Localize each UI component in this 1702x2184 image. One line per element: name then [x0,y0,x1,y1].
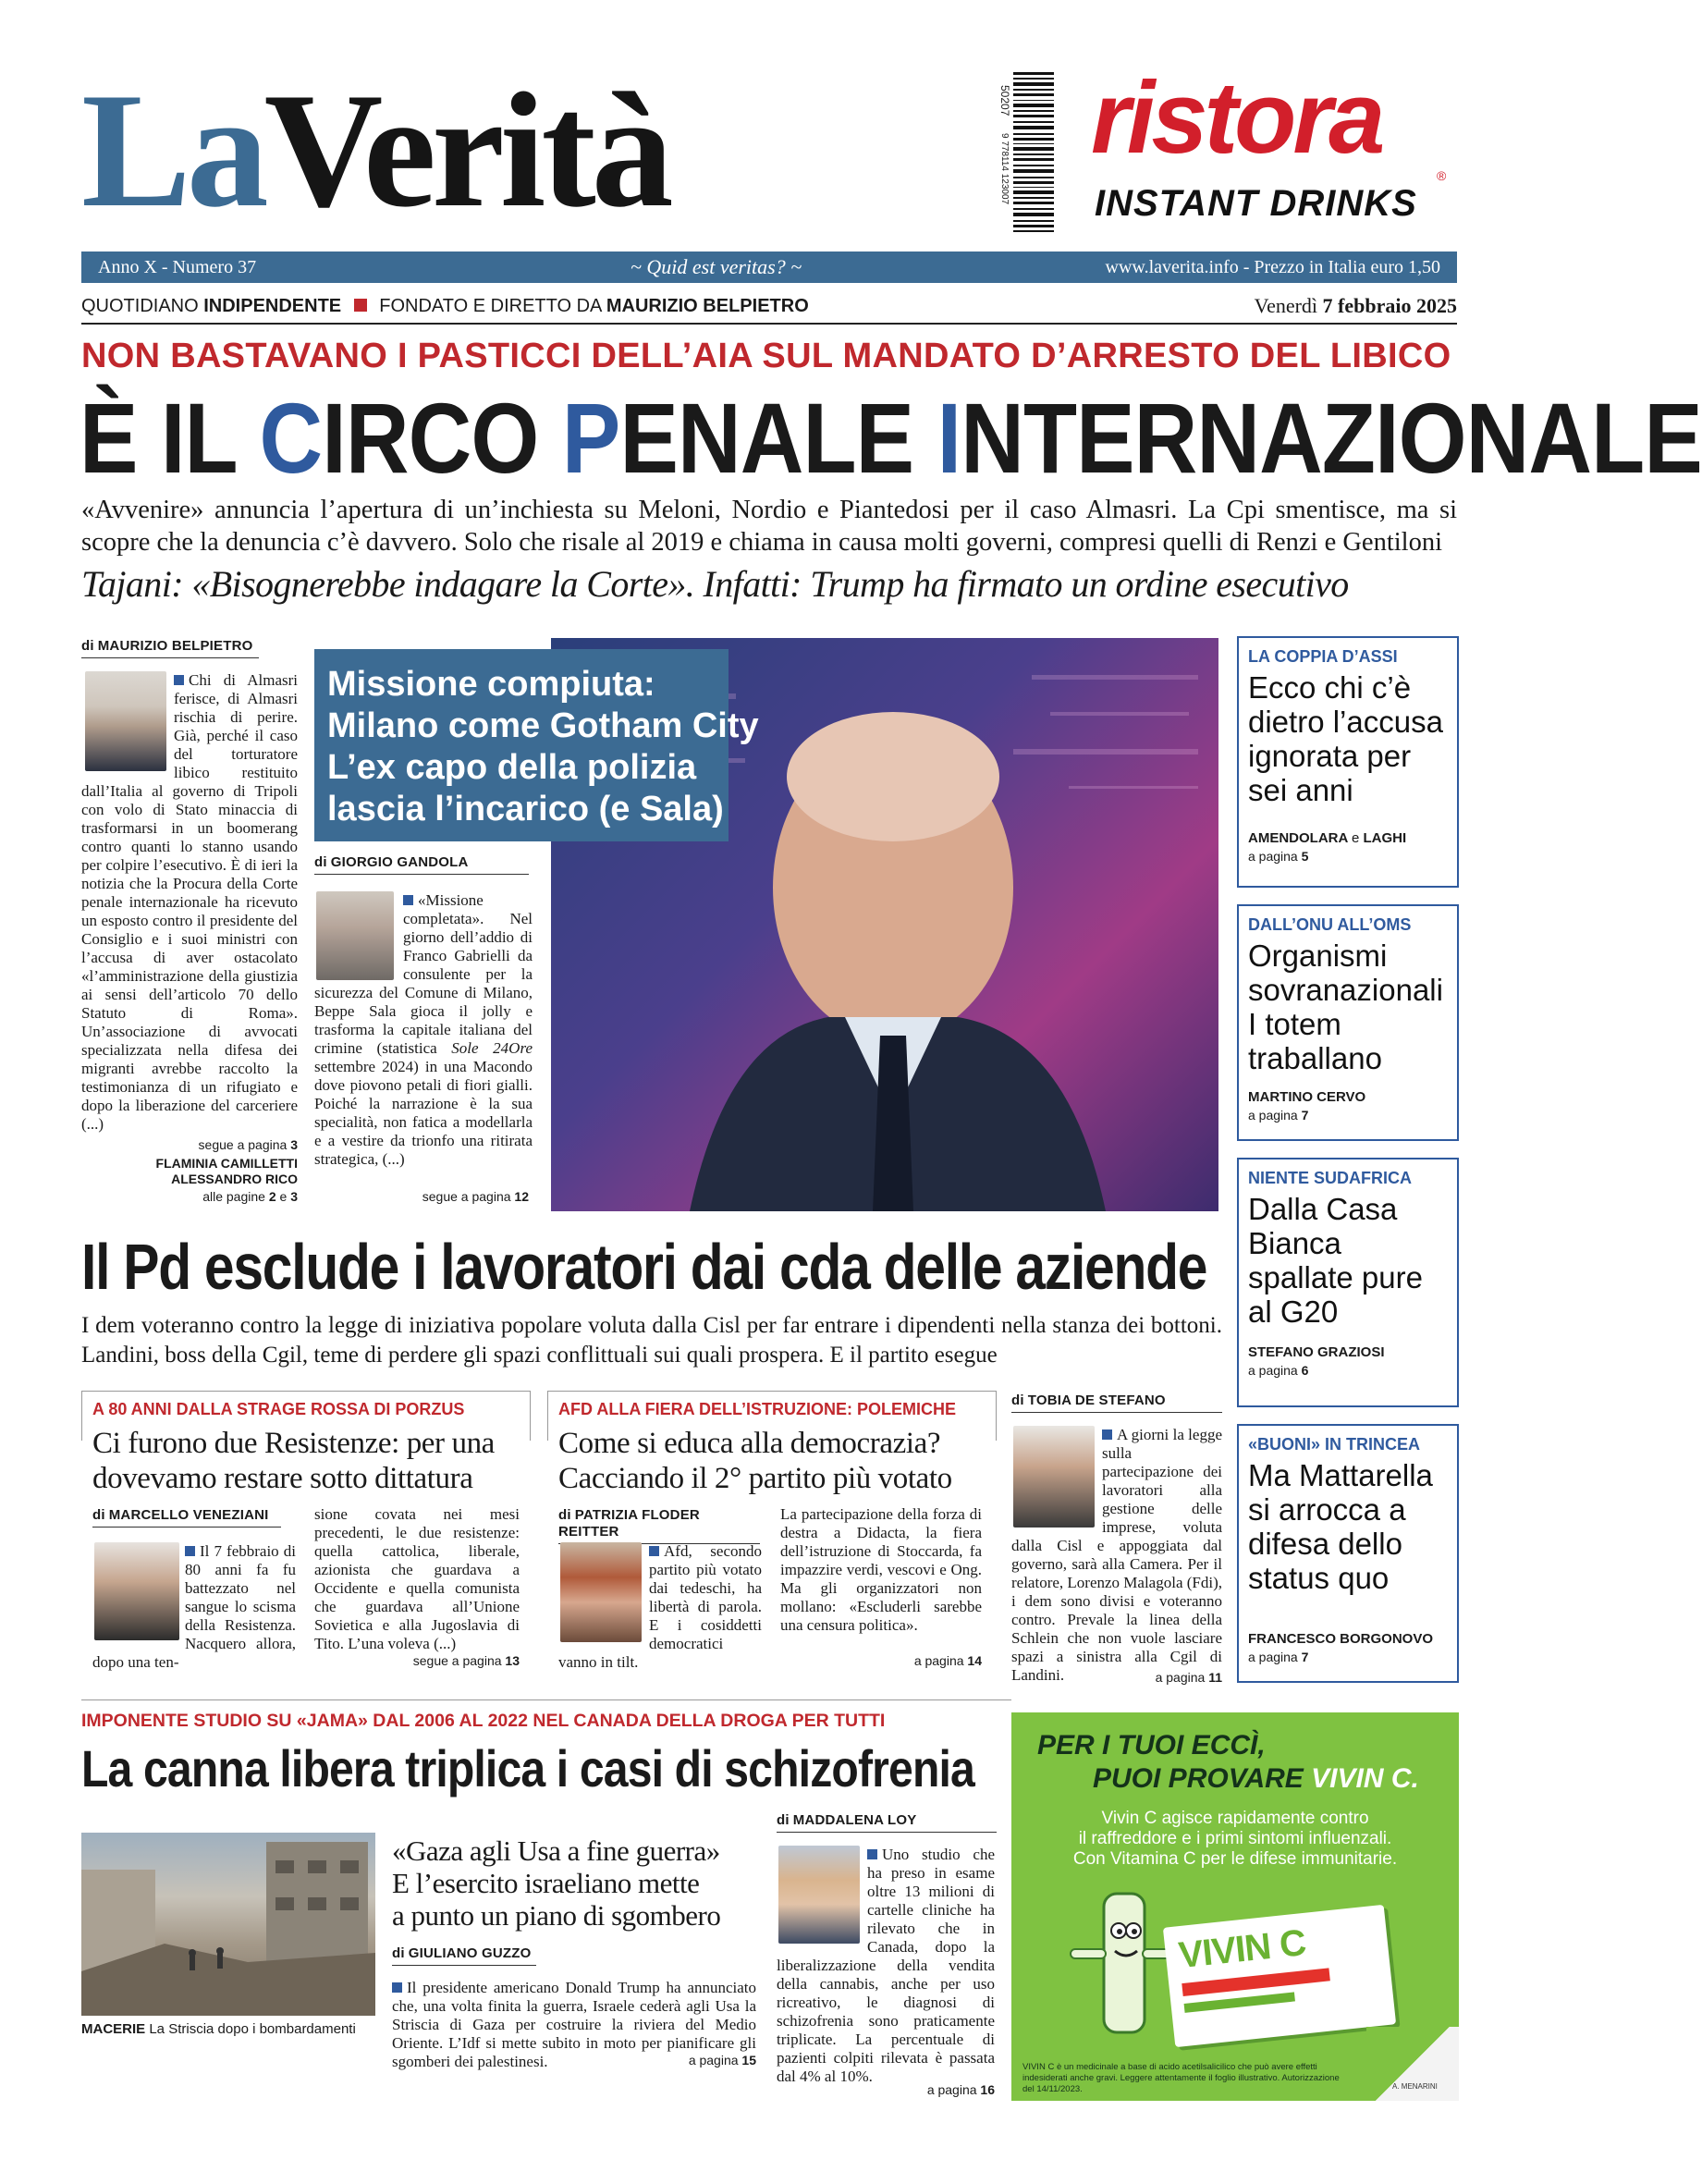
cisl-byline [1011,1393,1222,1413]
loy-ref [777,2082,995,2097]
lead-overline: NON BASTAVANO I PASTICCI DELL’AIA SUL MANDATO D’ARRESTO DEL LIBICO [81,337,1451,375]
sidebar-ref-page: 6 [1301,1363,1309,1378]
motto-flourish-left-icon: ~ [631,255,647,278]
gandola-text [314,891,533,1169]
editorial-ref-page: 3 [290,1137,298,1152]
sidebar-box-4[interactable] [1237,1424,1459,1683]
gaza-photo-graphic [81,1833,375,2016]
sidebar-author-b: LAGHI [1363,830,1407,846]
editorial-ref2 [81,1189,298,1204]
headline-part-4: NTERNAZIONALE [961,382,1702,494]
loy-text [777,1846,995,2086]
ref2-and: e [279,1189,288,1204]
afd-byline [558,1507,760,1544]
vivin-pack-brand: VIVIN C [1176,1922,1308,1977]
barcode [997,68,1056,237]
vivin-headline-1: PER I TUOI ECCÌ, [1037,1730,1266,1761]
sidebar-author-a: STEFANO GRAZIOSI [1248,1344,1385,1360]
headline-part-2: IRCO [322,382,562,494]
gaza-caption-text: La Striscia dopo i bombardamenti [149,2021,356,2037]
photo-story-headline [327,664,759,830]
vivin-headline-brand: VIVIN C. [1311,1763,1419,1794]
masthead-bar [81,252,1457,283]
gandola-byline [314,854,529,875]
sidebar-headline: Dalla Casa Bianca spallate pure al G20 [1248,1192,1423,1329]
ristora-tagline: INSTANT DRINKS [1095,183,1417,224]
barcode-digits: 9 778114 123007 [999,133,1010,205]
ristora-ad [1085,61,1455,233]
gandola-text-a: «Missione completata». Nel giorno dell’addio di Franco Gabrielli da consulente per la sicurezza del Comune di Milano, Beppe Sala gioca il jolly e trasforma la capitale italiana del crimine (statistica [314,891,533,1057]
ref2-page-b: 3 [290,1189,298,1204]
masthead-rule [81,323,1457,325]
sidebar-ref-page: 7 [1301,1108,1309,1123]
sidebar-author-a: MARTINO CERVO [1248,1089,1366,1105]
sidebar-kicker: NIENTE SUDAFRICA [1248,1169,1413,1187]
cisl-text-body: A giorni la legge sulla partecipazione dei lavoratori alla gestione delle imprese, voluta dalla Cisl e appoggiata dal governo, sarà alla Camera. Per il relatore, Lorenzo Malagola (Fdi), i dem sono divisi e voteranno contro. Prevale la linea della Schlein che non vuole lasciare spazi a sinistra alla Cgil di Landini. [1011,1426,1222,1684]
afd-text-right: La partecipazione della forza di destra a Didacta, la fiera dell’istruzione di Stoccarda, fa impazzire verdi, vescovi e Ong. Ma gli organizzatori non mollano: «Escluderli sarebbe una censura politica». [780,1505,982,1634]
editorial-ref [81,1137,298,1152]
logo-verita: Verità [263,58,669,241]
loy-ref-label: a pagina [926,2082,977,2097]
jama-overline: IMPONENTE STUDIO SU «JAMA» DAL 2006 AL 2022 NEL CANADA DELLA DROGA PER TUTTI [81,1711,886,1731]
subtitle-c: FONDATO E DIRETTO DA [379,296,602,316]
porzus-text-left-body: Il 7 febbraio di 80 anni fa fu battezzato nel sangue lo scisma della Resistenza. Nacquero allora, dopo una ten- [92,1542,296,1671]
logo-la: La [81,58,264,241]
loy-text-body: Uno studio che ha preso in esame oltre 13 milioni di cartelle cliniche ha rilevato che in Canada, dopo la liberalizzazione della vendita della cannabis, anche per uso ricreativo, le diagnosi di schizofrenia sono praticamente triplicate. La percentuale di pazienti colpiti rilevata è passata dal 4% al 10%. [777,1846,995,2085]
porzus-kicker: A 80 ANNI DALLA STRAGE ROSSA DI PORZUS [92,1400,465,1418]
sidebar-ref [1248,1363,1308,1378]
gaza-author: GIULIANO GUZZO [408,1945,532,1961]
vivin-copy-2: il raffreddore e i primi sintomi influenzali. [1078,1829,1392,1848]
headline-letter-i: I [937,382,961,494]
afd-ref [780,1653,982,1668]
porzus-text-right: sione covata nei mesi precedenti, le due resistenze: quella cattolica, liberale, azionista che guardava a Occidente e quella comunista che guardava all’Unione Sovietica e alla Jugoslavia di Tito. L’una voleva (...) [314,1505,520,1652]
porzus-text-left [92,1542,296,1672]
afd-text-left [558,1542,762,1672]
editorial-author: MAURIZIO BELPIETRO [97,638,253,654]
lead-deck: «Avvenire» annuncia l’apertura di un’inchiesta su Meloni, Nordio e Piantedosi per il caso Almasri. La Cpi smentisce, ma si scopre che la denuncia c’è davvero. Solo che risale al 2019 e chiama in causa molti governi, compresi quelli di Renzi e Gentiloni [81,496,1457,557]
sidebar-headline: Ma Mattarella si arrocca a difesa dello status quo [1248,1458,1433,1595]
byline-di: di [92,1507,105,1523]
lead-headline [80,383,1702,494]
ristora-registered-icon: ® [1437,168,1447,183]
byline-di: di [558,1507,571,1523]
motto-flourish-right-icon: ~ [785,255,802,278]
vivin-pack-stripe-2 [1184,1992,1295,2012]
subtitle-a: QUOTIDIANO [81,296,199,316]
porzus-byline [92,1507,281,1528]
headline-letter-p: P [561,382,620,494]
byline-di: di [81,638,94,654]
menarini-logo: A. MENARINI [1392,2082,1438,2091]
pd-deck: I dem voteranno contro la legge di iniziativa popolare voluta dalla Cisl per far entrare i dipendenti nella stanza dei bottoni. Landini, boss della Cgil, teme di perdere gli spazi conflittuali sui quali prospera. E il partito esegue [81,1313,1222,1368]
vivin-fine-print: VIVIN C è un medicinale a base di acido acetilsalicilico che può avere effetti indesiderati anche gravi. Leggere attentamente il foglio illustrativo. Autorizzazione del 14/11/2023. [1022,2062,1340,2094]
sidebar-ref-label: a pagina [1248,1108,1298,1123]
barcode-number: 50207 [998,85,1011,117]
ref2-page-a: 2 [268,1189,276,1204]
editorial-ref-label: segue a pagina [198,1137,288,1152]
gaza-caption-label: MACERIE [81,2021,146,2037]
coauthor-1: FLAMINIA CAMILLETTI [155,1156,298,1171]
sidebar-ref-page: 5 [1301,849,1309,864]
pd-headline: Il Pd esclude i lavoratori dai cda delle aziende [81,1231,1207,1303]
loy-ref-page: 16 [980,2082,995,2097]
sidebar-kicker: DALL’ONU ALL’OMS [1248,915,1412,934]
afd-author: PATRIZIA FLODER REITTER [558,1507,700,1540]
gaza-text-body: Il presidente americano Donald Trump ha annunciato che, una volta finita la guerra, Israele cederà agli Usa la Striscia di Gaza per costruire la riviera del Medio Oriente. L’Idf si mette subito in moto per pianificare gli sgomberi dei palestinesi. [392,1979,756,2070]
gaza-ref-label: a pagina [688,2053,739,2067]
sidebar-headline: Ecco chi c’è dietro l’accusa ignorata per sei anni [1248,670,1443,807]
gandola-ref-page: 12 [514,1189,529,1204]
issue-number: Anno X - Numero 37 [98,257,257,277]
sidebar-kicker: LA COPPIA D’ASSI [1248,647,1398,666]
headline-part-3: ENALE [619,382,937,494]
motto [631,255,802,279]
gandola-text-em: Sole 24Ore [451,1039,533,1057]
gaza-headline-2: E l’esercito israeliano mette [392,1867,700,1899]
paragraph-square-icon [174,675,184,685]
issue-date [1255,294,1457,318]
gaza-ref [392,2053,756,2067]
gaza-headline-1: «Gaza agli Usa a fine guerra» [392,1834,720,1867]
sidebar-headline: Organismi sovranazionali I totem traballano [1248,939,1443,1075]
sidebar-author-join: e [1351,830,1360,846]
sidebar-box-1[interactable] [1237,636,1459,888]
gandola-text-b: settembre 2024) in una Macondo dove piovono petali di fiori gialli. Poiché la narrazione è la sua specialità, non fatica a modellarla e a vestire da trionfo una ritirata strategica, (...) [314,1058,533,1168]
masthead-subtitle [81,296,809,317]
vivin-copy [1011,1809,1459,1870]
photo-headline-4: lascia l’incarico (e Sala) [327,790,724,828]
paragraph-square-icon [185,1546,195,1556]
paragraph-square-icon [392,1982,402,1993]
masthead [0,0,1538,324]
afd-headline: Come si educa alla democrazia? Cacciando il 2° partito più votato [558,1427,952,1495]
loy-author: MADDALENA LOY [792,1812,917,1828]
editorial-coauthors [81,1156,298,1187]
porzus-ref [314,1653,520,1668]
gaza-headline-3: a punto un piano di sgombero [392,1899,721,1932]
cisl-text [1011,1426,1222,1685]
photo-headline-3: L’ex capo della polizia [327,748,697,787]
gandola-ref-label: segue a pagina [422,1189,511,1204]
vivin-headline [1037,1729,1419,1796]
sidebar-box-2[interactable] [1237,904,1459,1141]
paragraph-square-icon [403,895,413,905]
paragraph-square-icon [649,1546,659,1556]
cisl-ref-page: 11 [1208,1670,1222,1685]
jama-headline: La canna libera triplica i casi di schizofrenia [81,1739,974,1798]
editorial-byline [81,638,259,658]
sidebar-ref-page: 7 [1301,1650,1309,1664]
gandola-author: GIORGIO GANDOLA [330,854,469,870]
vivin-copy-3: Con Vitamina C per le difese immunitarie. [1072,1849,1398,1869]
sidebar-ref-label: a pagina [1248,1650,1298,1664]
vivin-c-ad[interactable] [1011,1712,1459,2101]
sidebar-ref [1248,1108,1308,1123]
sidebar-authors [1248,830,1406,846]
sidebar-ref-label: a pagina [1248,1363,1298,1378]
ristora-brand: ristora [1091,61,1382,175]
porzus-ref-label: segue a pagina [412,1653,502,1668]
paragraph-square-icon [1102,1429,1112,1440]
gaza-headline [392,1834,762,1932]
headline-letter-c: C [259,382,323,494]
afd-ref-label: a pagina [913,1653,964,1668]
byline-di: di [392,1945,405,1961]
sidebar-author-a: FRANCESCO BORGONOVO [1248,1631,1434,1647]
cisl-ref [1011,1670,1222,1685]
porzus-headline: Ci furono due Resistenze: per una dovevamo restare sotto dittatura [92,1427,495,1495]
jama-separator [81,1699,1011,1700]
subtitle-b: INDIPENDENTE [203,296,342,316]
photo-story-box [314,649,759,841]
porzus-author: MARCELLO VENEZIANI [108,1507,269,1523]
gaza-caption [81,2021,375,2037]
afd-ref-page: 14 [967,1653,982,1668]
site-price: www.laverita.info - Prezzo in Italia euro 1,50 [1105,257,1440,277]
byline-di: di [1011,1393,1024,1408]
gaza-photo [81,1833,375,2016]
headline-part-1: È IL [80,382,260,494]
gaza-byline [392,1945,536,1966]
byline-di: di [314,854,327,870]
afd-text-left-body: Afd, secondo partito più votato dai tedeschi, ha libertà di parola. E i cosiddetti democratici vanno in tilt. [558,1542,762,1671]
cisl-ref-label: a pagina [1155,1670,1206,1685]
motto-text: Quid est veritas? [646,255,786,278]
coauthor-2: ALESSANDRO RICO [171,1172,298,1186]
editorial-text [81,671,298,1134]
vivin-pack [1163,1905,1396,2047]
date-value: 7 febbraio 2025 [1322,294,1457,317]
gaza-ref-page: 15 [741,2053,756,2067]
gandola-ref [314,1189,529,1204]
editorial-text-body: Chi di Almasri ferisce, di Almasri rischia di perire. Già, perché il caso del torturatore libico restituito dall’Italia al governo di Tripoli con volo di Stato minaccia di trasformarsi in un boomerang contro quanti lo stanno usando per colpire l’esecutivo. È di ieri la notizia che la Procura della Corte penale internazionale ha ricevuto un esposto contro il presidente del Consiglio e i suoi ministri con l’accusa di aver ostacolato «l’amministrazione della giustizia ai sensi dell’articolo 70 dello Statuto di Roma». Un’associazione di avvocati specializzata nella difesa dei migranti avrebbe raccolto la testimonianza di un rifugiato e dopo la liberazione del carceriere (...) [81,671,298,1133]
sidebar-author-a: AMENDOLARA [1248,830,1348,846]
subtitle-d: MAURIZIO BELPIETRO [606,296,809,316]
porzus-ref-page: 13 [505,1653,520,1668]
lead-subdeck: Tajani: «Bisognerebbe indagare la Corte». Infatti: Trump ha firmato un ordine esecutivo [81,563,1349,605]
afd-kicker: AFD ALLA FIERA DELL’ISTRUZIONE: POLEMICHE [558,1400,956,1418]
sidebar-kicker: «BUONI» IN TRINCEA [1248,1435,1421,1454]
paragraph-square-icon [867,1849,877,1859]
sidebar-ref [1248,1650,1308,1664]
photo-headline-1: Missione compiuta: [327,665,655,704]
date-day: Venerdì [1254,294,1318,317]
subtitle-square-icon [354,299,367,312]
sidebar-ref [1248,849,1308,864]
sidebar-ref-label: a pagina [1248,849,1298,864]
loy-byline [777,1812,997,1833]
ref2-label: alle pagine [202,1189,265,1204]
masthead-logo [81,58,669,242]
vivin-copy-1: Vivin C agisce rapidamente contro [1101,1809,1369,1828]
photo-headline-2: Milano come Gotham City [327,706,759,745]
vivin-headline-2: PUOI PROVARE [1093,1763,1304,1794]
sidebar-box-3[interactable] [1237,1158,1459,1407]
byline-di: di [777,1812,790,1828]
cisl-author: TOBIA DE STEFANO [1027,1393,1166,1408]
